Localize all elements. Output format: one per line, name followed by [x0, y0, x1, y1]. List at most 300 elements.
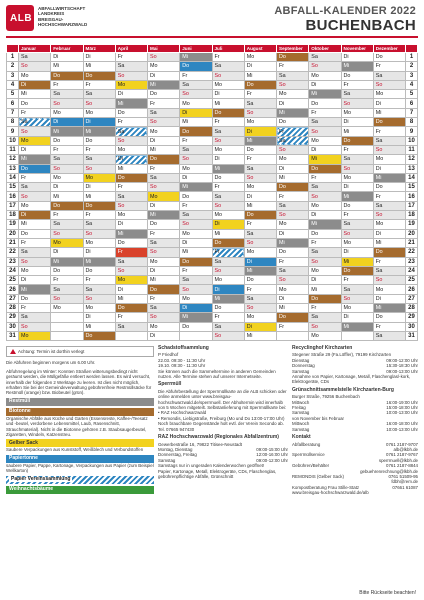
recy-day: Samstag [292, 368, 310, 374]
day-number: 9 [406, 127, 418, 136]
month-header: Juli [212, 45, 244, 53]
kontakt-heading: Kontakt [292, 434, 311, 441]
calendar-cell: Do [115, 108, 147, 117]
day-number: 22 [406, 248, 418, 257]
calendar-cell: Fr [277, 62, 309, 71]
calendar-cell: Di [83, 248, 115, 257]
calendar-cell: Mi [373, 173, 405, 182]
contact-phone: 0761 2187-9767 [386, 452, 418, 458]
calendar-cell: Mi [19, 220, 51, 229]
calendar-cell: Fr [148, 229, 180, 238]
month-header: September [277, 45, 309, 53]
calendar-cell: Do [212, 304, 244, 313]
raz-day: Samstag [158, 457, 176, 463]
calendar-cell: Do [148, 90, 180, 99]
calendar-cell: Mo [341, 238, 373, 247]
calendar-cell: Di [51, 118, 83, 127]
calendar-cell: Di [309, 145, 341, 154]
calendar-cell: Mi [19, 90, 51, 99]
contact-email[interactable]: fdbh@rem.de [391, 479, 418, 485]
calendar-cell: Fr [309, 108, 341, 117]
calendar-cell: Do [341, 201, 373, 210]
calendar-cell: Sa [148, 304, 180, 313]
services-column [158, 346, 288, 479]
calendar-cell: Di [341, 313, 373, 322]
calendar-cell: Mo [19, 266, 51, 275]
calendar-cell: So [51, 99, 83, 108]
sperrmuell-bullet-2-text: Remondis, Liebigstraße, Freiburg (Mo und Do 13:00-17:00 Uhr) [160, 415, 285, 421]
calendar-cell: Do [180, 192, 212, 201]
calendar-cell: Fr [19, 173, 51, 182]
calendar-cell: Mi [83, 62, 115, 71]
alb-logo [6, 5, 34, 31]
calendar-row [7, 238, 418, 247]
day-number: 5 [406, 90, 418, 99]
gruen-day: Samstag [292, 410, 310, 416]
sperrmuell-heading: Sperrmüll [158, 381, 182, 388]
calendar-cell: Fr [51, 145, 83, 154]
calendar-cell: Mi [373, 304, 405, 313]
calendar-cell: So [212, 71, 244, 80]
calendar-cell: Mo [19, 331, 51, 340]
day-number: 8 [7, 118, 19, 127]
calendar-cell: Mi [309, 90, 341, 99]
gruen-hours-row [292, 427, 418, 432]
calendar-cell: Di [180, 108, 212, 117]
calendar-cell: Sa [180, 145, 212, 154]
contact-label: Sperrmüllservice [292, 452, 325, 458]
calendar-cell: Fr [115, 313, 147, 322]
day-number: 18 [406, 211, 418, 220]
calendar-cell: Fr [83, 211, 115, 220]
calendar-cell: Sa [212, 62, 244, 71]
calendar-cell: Sa [83, 285, 115, 294]
calendar-cell: Fr [373, 257, 405, 266]
day-number: 15 [7, 183, 19, 192]
calendar-cell: Mi [277, 238, 309, 247]
calendar-cell: Mo [277, 155, 309, 164]
winter-note: Abfuhrregelung im Winter: Konnten Straßen witterungsbedingt nicht geräumt werden, die Müllgefäße entleert werden lassen. Es wird versucht, innerhalb der folgenden 2 Werktage zu leeren. Ist dies nicht möglich, erhalten Sie bei der Gemeindeverwaltung gebührenfreie Restmüllsäcke für Restmüll (orange) bzw. Biobeutel (grün). [6, 368, 152, 396]
calendar-cell: Mo [148, 192, 180, 201]
month-header: Dezember [373, 45, 405, 53]
calendar-row [7, 313, 418, 322]
day-number: 29 [7, 313, 19, 322]
recy-day: Dienstag [292, 357, 310, 363]
calendar-cell: Mi [83, 322, 115, 331]
calendar-cell: Mi [341, 257, 373, 266]
calendar-cell: Di [309, 80, 341, 89]
calendar-cell: Do [373, 313, 405, 322]
calendar-cell: Di [148, 266, 180, 275]
calendar-cell: Sa [373, 71, 405, 80]
recy-time: 15:30-18:30 Uhr [386, 363, 418, 369]
org-line: LANDKREIS [38, 11, 65, 17]
calendar-cell: Di [115, 90, 147, 99]
calendar-cell: Sa [309, 118, 341, 127]
calendar-cell: Di [83, 118, 115, 127]
calendar-cell: Mo [341, 108, 373, 117]
calendar-cell: Fr [148, 99, 180, 108]
calendar-cell: Mo [148, 257, 180, 266]
calendar-cell: So [83, 99, 115, 108]
calendar-cell: Mo [244, 53, 276, 62]
page-title [274, 5, 416, 34]
calendar-cell: Do [341, 136, 373, 145]
calendar-cell: Di [373, 229, 405, 238]
day-number: 1 [7, 53, 19, 62]
calendar-cell: Sa [244, 229, 276, 238]
schadstoff-date-1: 22.03. 09:30 - 11:30 Uhr [158, 357, 206, 363]
calendar-cell: Di [19, 211, 51, 220]
calendar-cell: Sa [51, 90, 83, 99]
calendar-cell: So [373, 211, 405, 220]
calendar-cell: Do [341, 71, 373, 80]
calendar-cell: Mo [212, 80, 244, 89]
calendar-cell: So [83, 164, 115, 173]
calendar-cell: So [373, 276, 405, 285]
calendar-cell: Fr [180, 201, 212, 210]
calendar-cell: Do [277, 183, 309, 192]
calendar-row [7, 62, 418, 71]
calendar-row [7, 99, 418, 108]
calendar-cell: Di [277, 99, 309, 108]
sperrmuell-bullet-2: • Remondis, Liebigstraße, Freiburg (Mo und Do 13:00-17:00 Uhr) [158, 415, 285, 421]
warning-box [6, 346, 154, 357]
gruen-time: 16:00-19:00 Uhr [386, 399, 418, 405]
calendar-cell: Di [373, 294, 405, 303]
calendar-row [7, 183, 418, 192]
calendar-cell: Mi [180, 248, 212, 257]
calendar-cell [341, 331, 373, 340]
calendar-cell: Do [83, 71, 115, 80]
calendar-row [7, 173, 418, 182]
calendar-cell: Di [51, 183, 83, 192]
contact-label: Abfallberatung [292, 441, 321, 447]
calendar-cell: Do [19, 164, 51, 173]
calendar-cell: So [148, 183, 180, 192]
calendar-cell: Mi [309, 155, 341, 164]
calendar-cell: Sa [51, 285, 83, 294]
calendar-cell: Do [51, 136, 83, 145]
calendar-cell: Sa [373, 136, 405, 145]
calendar-cell: Mo [244, 183, 276, 192]
raz-address: Gewerbestraße 16, 79822 Titisee-Neustadt [158, 441, 242, 447]
day-number: 5 [7, 90, 19, 99]
calendar-cell: Mi [244, 71, 276, 80]
calendar-cell: Di [148, 136, 180, 145]
gruen-winter: von November bis Februar [292, 415, 344, 421]
calendar-cell: Do [180, 127, 212, 136]
calendar-cell: Do [83, 331, 115, 340]
calendar-cell: Sa [115, 62, 147, 71]
calendar-cell: Mi [309, 220, 341, 229]
recy-time: 09:00-13:00 Uhr [386, 368, 418, 374]
calendar-cell: Di [83, 183, 115, 192]
calendar-cell: Sa [212, 322, 244, 331]
calendar-cell: Di [212, 155, 244, 164]
day-number: 8 [406, 118, 418, 127]
warning-icon [10, 349, 16, 354]
contact-email[interactable]: sperrmuell@lkbh.de [378, 457, 418, 463]
day-number: 19 [7, 220, 19, 229]
calendar-cell: So [244, 173, 276, 182]
contact-label: Gebühren/Behälter [292, 463, 330, 469]
website-link[interactable]: www.breisgau-hochschwarzwald.de/alb [292, 490, 369, 496]
calendar-cell: So [244, 108, 276, 117]
warning-text: Achtung: Termin ist dorthin verlegt [18, 349, 85, 354]
calendar-cell: So [180, 90, 212, 99]
calendar-cell: Fr [180, 71, 212, 80]
calendar-cell: Di [115, 285, 147, 294]
calendar-cell: Mi [244, 136, 276, 145]
calendar-cell: So [341, 164, 373, 173]
calendar-cell: Di [244, 62, 276, 71]
calendar-cell: Do [180, 322, 212, 331]
calendar-cell: Fr [51, 211, 83, 220]
calendar-cell: Di [212, 285, 244, 294]
calendar-cell: Mo [19, 136, 51, 145]
contact-email[interactable]: alb@lkbh.de [393, 446, 418, 452]
calendar-cell: Sa [373, 266, 405, 275]
papier-vereinssammlung-label: Papier Vereinssammlung [11, 475, 71, 482]
calendar-cell: Sa [180, 80, 212, 89]
calendar-cell: Di [244, 127, 276, 136]
calendar-cell: Mi [83, 257, 115, 266]
contact-label: Kompostberatung Frau Stille-Statz [292, 484, 360, 490]
sperrmuell-note: Noch brauchbare Gegenstände holt evtl. der Verein Secondo ab. Tel. 07665 947430 [158, 421, 284, 432]
calendar-cell: Fr [341, 80, 373, 89]
contact-email[interactable]: gebuehrenrechnung@lkbh.de [360, 468, 418, 474]
calendar-cell: Mo [309, 71, 341, 80]
calendar-cell: Mo [180, 294, 212, 303]
calendar-cell: So [180, 155, 212, 164]
calendar-cell: Sa [341, 90, 373, 99]
calendar-cell: Di [19, 276, 51, 285]
calendar-cell: Di [277, 164, 309, 173]
calendar-cell: Fr [212, 118, 244, 127]
calendar-cell: Fr [341, 145, 373, 154]
calendar-cell [51, 331, 83, 340]
calendar-cell: Do [148, 220, 180, 229]
raz-time: 09:00-15:00 Uhr [256, 446, 288, 452]
gruenschnitt-heading: Grünschnittsammelstelle Kirchzarten-Burg [292, 386, 394, 393]
calendar-cell: So [341, 229, 373, 238]
calendar-cell: Fr [115, 53, 147, 62]
calendar-cell: Mi [212, 99, 244, 108]
calendar-cell: Do [244, 211, 276, 220]
recyclinghof-heading: Recyclinghof Kirchzarten [292, 345, 353, 351]
calendar-cell: Di [373, 164, 405, 173]
calendar-cell [277, 331, 309, 340]
contact-phone: 07661 61087 [392, 484, 418, 490]
calendar-cell: Mi [180, 118, 212, 127]
gruenschnitt-address: Burger Straße, 79256 Buchenbach [292, 394, 360, 400]
month-header: November [341, 45, 373, 53]
calendar-cell: Do [180, 257, 212, 266]
calendar-row [7, 294, 418, 303]
raz-time: 12:00-16:00 Uhr [256, 452, 288, 458]
calendar-cell: Di [277, 229, 309, 238]
calendar-cell: Mi [83, 127, 115, 136]
weihnachtsbaeume-legend: Weihnachtsbäume [6, 486, 154, 494]
month-header: Oktober [309, 45, 341, 53]
calendar-cell: So [51, 229, 83, 238]
gruen-time: 10:00-13:00 Uhr [386, 426, 418, 432]
calendar-cell: Sa [148, 108, 180, 117]
day-number: 23 [406, 257, 418, 266]
calendar-cell: Do [277, 248, 309, 257]
calendar-cell: Fr [180, 136, 212, 145]
month-header: Januar [19, 45, 51, 53]
calendar-cell: Di [180, 238, 212, 247]
schadstoff-place: P Friedhof [158, 352, 179, 358]
gruen-time: 15:00-18:00 Uhr [386, 405, 418, 411]
calendar-cell: Fr [244, 90, 276, 99]
calendar-cell: Fr [212, 248, 244, 257]
calendar-cell: Mo [373, 90, 405, 99]
calendar-cell: Sa [244, 294, 276, 303]
contact-phone: 0761 51509-95 [388, 473, 418, 479]
month-header: April [115, 45, 147, 53]
calendar-cell: Do [309, 294, 341, 303]
calendar-cell: Fr [309, 173, 341, 182]
calendar-cell: Mo [115, 211, 147, 220]
calendar-cell: So [277, 80, 309, 89]
calendar-cell: Di [19, 145, 51, 154]
calendar-row [7, 276, 418, 285]
papiertonne-text: saubere Papier, Pappe, Kartonage, Verpackungen aus Papier (zum Beispiel Wellkarton) [6, 462, 154, 474]
day-number: 25 [406, 276, 418, 285]
calendar-cell: Mo [212, 145, 244, 154]
calendar-cell: Fr [148, 164, 180, 173]
calendar-cell: So [83, 229, 115, 238]
legend-column [6, 346, 154, 494]
calendar-cell: Di [373, 99, 405, 108]
gruen-time: 10:00-13:00 Uhr [386, 410, 418, 416]
calendar-cell: So [212, 136, 244, 145]
calendar-row [7, 257, 418, 266]
day-number: 17 [7, 201, 19, 210]
calendar-cell: Mo [309, 201, 341, 210]
calendar-cell: Mi [277, 304, 309, 313]
calendar-cell: Di [244, 192, 276, 201]
gelber-sack-legend: Gelber Sack [6, 439, 154, 447]
calendar-cell: So [19, 192, 51, 201]
calendar-cell: Mi [148, 80, 180, 89]
day-number: 31 [406, 331, 418, 340]
calendar-cell: Mi [277, 173, 309, 182]
calendar-cell: Mo [51, 108, 83, 117]
gruen-time: 16:00-18:00 Uhr [386, 421, 418, 427]
recyclinghof-address: Stegener Straße 29 (Fa.Löffler), 79199 Kirchzarten [292, 352, 392, 358]
day-number: 20 [406, 229, 418, 238]
calendar-cell: Mo [51, 238, 83, 247]
calendar-row [7, 53, 418, 62]
gruen-day: Freitag [292, 405, 306, 411]
calendar-cell: Sa [83, 90, 115, 99]
calendar-cell: So [83, 294, 115, 303]
day-number: 18 [7, 211, 19, 220]
calendar-cell: Mo [83, 304, 115, 313]
calendar-cell: Do [373, 118, 405, 127]
calendar-cell: Sa [309, 53, 341, 62]
calendar-cell: Mi [19, 285, 51, 294]
calendar-cell: So [277, 145, 309, 154]
calendar-cell: Fr [83, 276, 115, 285]
calendar-cell: So [180, 285, 212, 294]
calendar-cell: Fr [277, 192, 309, 201]
calendar-cell: Mo [212, 211, 244, 220]
calendar-cell: Fr [373, 127, 405, 136]
calendar-cell: Sa [277, 136, 309, 145]
day-number: 27 [7, 294, 19, 303]
month-header: Mai [148, 45, 180, 53]
calendar-cell: Di [83, 53, 115, 62]
calendar-cell: Mo [83, 173, 115, 182]
calendar-row [7, 201, 418, 210]
calendar-cell: Mo [373, 220, 405, 229]
calendar-cell: So [19, 62, 51, 71]
raz-items: Papier, Kartonage, Metall, Elektrogeräte, CDs, Flaschenglas, gebührenpflichtige Abfälle, Grünschnitt [158, 468, 277, 479]
day-number: 11 [406, 145, 418, 154]
calendar-cell: Di [148, 71, 180, 80]
calendar-cell: Mi [373, 108, 405, 117]
calendar-cell: Sa [212, 127, 244, 136]
calendar-cell: Do [244, 276, 276, 285]
day-number: 6 [406, 99, 418, 108]
calendar-cell: Fr [19, 304, 51, 313]
calendar-table [6, 44, 418, 341]
day-number: 20 [7, 229, 19, 238]
calendar-cell: Di [51, 248, 83, 257]
calendar-row [7, 229, 418, 238]
calendar-cell: So [309, 127, 341, 136]
month-header: August [244, 45, 276, 53]
calendar-cell: Di [309, 211, 341, 220]
calendar-cell: So [212, 266, 244, 275]
calendar-row [7, 71, 418, 80]
day-number: 17 [406, 201, 418, 210]
calendar-cell: Do [115, 238, 147, 247]
calendar-cell: Sa [51, 220, 83, 229]
day-number: 31 [7, 331, 19, 340]
month-header: Juni [180, 45, 212, 53]
calendar-cell: Mi [115, 99, 147, 108]
calendar-cell: So [115, 71, 147, 80]
calendar-cell: Sa [148, 173, 180, 182]
calendar-cell: Sa [277, 71, 309, 80]
calendar-cell: Di [148, 331, 180, 340]
calendar-cell: So [309, 62, 341, 71]
calendar-cell: Fr [212, 313, 244, 322]
calendar-cell: So [51, 294, 83, 303]
calendar-cell: Fr [373, 62, 405, 71]
calendar-row [7, 127, 418, 136]
calendar-cell: Mi [373, 238, 405, 247]
day-number: 12 [7, 155, 19, 164]
calendar-cell: So [277, 211, 309, 220]
calendar-cell: Do [373, 53, 405, 62]
gelber-sack-text: Saubere Verpackungen aus Kunststoff, Weißblech und Verbundstoffen [6, 447, 144, 453]
calendar-cell: Do [19, 99, 51, 108]
day-number: 29 [406, 313, 418, 322]
day-number: 21 [7, 238, 19, 247]
calendar-cell: Sa [341, 285, 373, 294]
calendar-row [7, 108, 418, 117]
calendar-cell: Fr [148, 294, 180, 303]
calendar-cell: Do [341, 266, 373, 275]
schadstoff-text: Sie können auch die Sammeltermine in anderen Gemeinden nutzen. Alle Termine stehen auf unserer Internetseite. [158, 368, 276, 380]
